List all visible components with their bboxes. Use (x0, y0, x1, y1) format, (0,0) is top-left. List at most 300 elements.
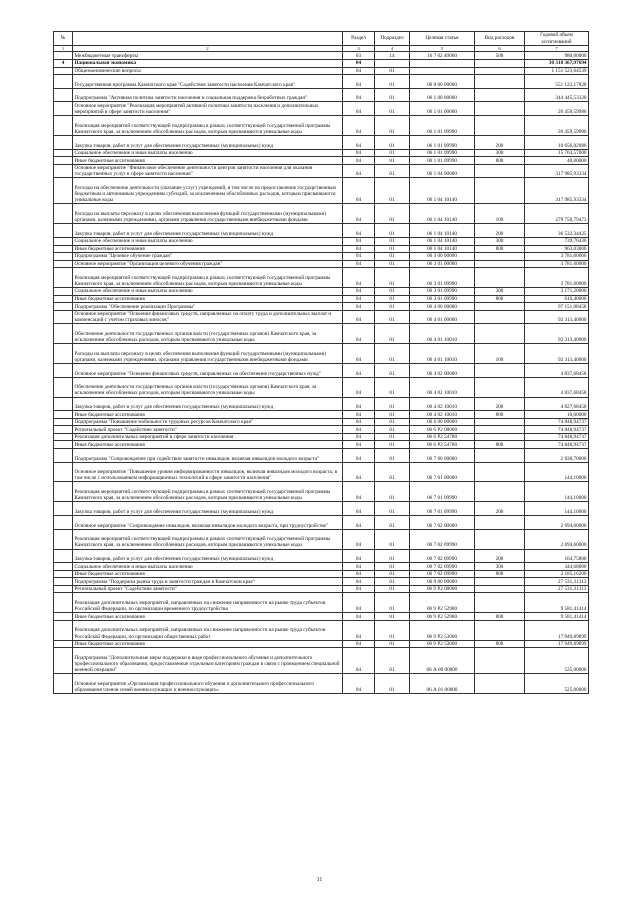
razdel-cell: 04 (343, 287, 375, 295)
amount-cell: 317 985,93334 (525, 164, 589, 178)
row-number-cell (54, 260, 73, 268)
item-name-cell: Закупка товаров, работ и услуг для обеспечения государственных (муниципальных) нужд (73, 135, 343, 149)
row-number-cell (54, 426, 73, 434)
razdel-cell: 04 (343, 59, 375, 67)
amount-cell: 525,00000 (525, 674, 589, 694)
item-name-cell: Закупка товаров, работ и услуг для обеспечения государственных (муниципальных) нужд (73, 502, 343, 516)
expense-type-cell (475, 67, 525, 75)
target-item-cell: 06 4 01 10010 (410, 344, 475, 364)
expense-type-cell (475, 178, 525, 204)
amount-cell: 980,00000 (525, 52, 589, 60)
item-name-cell: Основное мероприятие "Освоение финансовых средств, направленных на оплату труда и дополнительных выплат и компенсаций с учетом страховых взносов" (73, 310, 343, 324)
row-number-cell (54, 502, 73, 516)
podrazdel-cell: 01 (375, 237, 410, 245)
target-item-cell: 06 7 02 00000 (410, 516, 475, 530)
podrazdel-cell: 01 (375, 674, 410, 694)
header-annual-amount: Годовой объем ассигнований (525, 32, 589, 46)
row-number-cell (54, 52, 73, 60)
table-row (54, 620, 589, 640)
item-name-cell: Основное мероприятие "Организация целевого обучения граждан" (73, 260, 343, 268)
podrazdel-cell: 01 (375, 377, 410, 397)
podrazdel-cell: 01 (375, 570, 410, 578)
expense-type-cell: 800 (475, 570, 525, 578)
item-name-cell: Закупка товаров, работ и услуг для обеспечения государственных (муниципальных) нужд (73, 224, 343, 238)
razdel-cell: 04 (343, 593, 375, 613)
table-row (54, 295, 589, 303)
expense-type-cell (475, 585, 525, 593)
podrazdel-cell: 01 (375, 164, 410, 178)
podrazdel-cell: 01 (375, 178, 410, 204)
table-row (54, 268, 589, 288)
target-item-cell: 06 3 00 00000 (410, 253, 475, 261)
amount-cell: 164,75800 (525, 549, 589, 563)
row-number-cell (54, 135, 73, 149)
podrazdel-cell: 01 (375, 149, 410, 157)
row-number-cell (54, 310, 73, 324)
podrazdel-cell: 01 (375, 482, 410, 502)
row-number-cell (54, 674, 73, 694)
target-item-cell: 06 1 00 00000 (410, 88, 475, 102)
amount-cell: 551 122,17828 (525, 75, 589, 89)
table-row (54, 59, 589, 67)
expense-type-cell: 200 (475, 502, 525, 516)
target-item-cell: 06 1 04 10140 (410, 224, 475, 238)
expense-type-cell (475, 593, 525, 613)
razdel-cell: 04 (343, 411, 375, 419)
item-name-cell: Подпрограмма "Дополнительные меры поддержки в виде профессионального обучения и дополнительного профессионального образования, предоставляемые отдельным категориям граждан в связи с проведением специальной военной операции" (73, 648, 343, 674)
item-name-cell: Иные бюджетные ассигнования (73, 441, 343, 449)
table-row (54, 178, 589, 204)
razdel-cell: 04 (343, 563, 375, 571)
razdel-cell: 04 (343, 516, 375, 530)
amount-cell: 3 781,60000 (525, 260, 589, 268)
table-row (54, 75, 589, 89)
amount-cell: 26 459,59986 (525, 116, 589, 136)
target-item-cell: 06 7 02 09990 (410, 529, 475, 549)
item-name-cell: Реализация дополнительных мероприятий, направленных на снижение напряженности на рынке труда субъектов Российской Федерации, по организации общественных работ (73, 620, 343, 640)
row-number-cell (54, 593, 73, 613)
expense-type-cell: 300 (475, 287, 525, 295)
table-row (54, 253, 589, 261)
item-name-cell: Основное мероприятие "Реализация мероприятий активной политики занятости населения и дополнительных мероприятий в сфере занятости населения" (73, 102, 343, 116)
razdel-cell: 04 (343, 102, 375, 116)
amount-cell: 74 848,94737 (525, 441, 589, 449)
header-target-item: Целевая статья (410, 32, 475, 46)
expense-type-cell: 800 (475, 157, 525, 165)
row-number-cell (54, 157, 73, 165)
expense-type-cell (475, 324, 525, 344)
razdel-cell: 04 (343, 295, 375, 303)
amount-cell: 30 318 367,97694 (525, 59, 589, 67)
target-item-cell: 06 4 01 00000 (410, 310, 475, 324)
razdel-cell: 04 (343, 648, 375, 674)
podrazdel-cell: 01 (375, 303, 410, 311)
item-name-cell: Национальная экономика (73, 59, 343, 67)
expense-type-cell (475, 648, 525, 674)
target-item-cell: 16 7 02 40060 (410, 52, 475, 60)
row-number-cell (54, 397, 73, 411)
table-body (54, 52, 589, 694)
razdel-cell: 04 (343, 245, 375, 253)
expense-type-cell: 800 (475, 245, 525, 253)
amount-cell: 2 185,16200 (525, 570, 589, 578)
razdel-cell: 04 (343, 397, 375, 411)
target-item-cell: 06 7 02 09990 (410, 563, 475, 571)
table-row (54, 433, 589, 441)
amount-cell: 963,03000 (525, 245, 589, 253)
amount-cell: 525,00000 (525, 648, 589, 674)
table-row (54, 287, 589, 295)
column-number: 6 (475, 46, 525, 52)
razdel-cell: 04 (343, 441, 375, 449)
row-number-cell (54, 418, 73, 426)
row-number-cell (54, 149, 73, 157)
amount-cell: 144,10000 (525, 502, 589, 516)
item-name-cell: Реализация мероприятий соответствующей подпрограммы в рамках соответствующей государственной программы Камчатского края, за исключением обособленных расходов, которым присваиваются уникальные коды (73, 268, 343, 288)
amount-cell: 15 763,57000 (525, 149, 589, 157)
item-name-cell: Подпрограмма "Повышение мобильности трудовых ресурсов Камчатского края" (73, 418, 343, 426)
expense-type-cell (475, 116, 525, 136)
column-number: 5 (410, 46, 475, 52)
podrazdel-cell: 01 (375, 426, 410, 434)
amount-cell: 40,00000 (525, 157, 589, 165)
column-number: 3 (343, 46, 375, 52)
row-number-cell (54, 287, 73, 295)
razdel-cell: 04 (343, 116, 375, 136)
expense-type-cell (475, 433, 525, 441)
razdel-cell: 04 (343, 426, 375, 434)
target-item-cell: 06 1 01 09990 (410, 135, 475, 149)
item-name-cell: Общеэкономические вопросы (73, 67, 343, 75)
podrazdel-cell: 14 (375, 52, 410, 60)
podrazdel-cell: 01 (375, 593, 410, 613)
podrazdel-cell: 01 (375, 549, 410, 563)
header-razdel: Раздел (343, 32, 375, 46)
amount-cell: 27 531,31313 (525, 578, 589, 586)
amount-cell: 4 827,68458 (525, 397, 589, 411)
row-number-cell (54, 364, 73, 378)
item-name-cell: Реализация мероприятий соответствующей подпрограммы в рамках соответствующей государственной программы Камчатского края, за исключением обособленных расходов, которым присваиваются уникальные коды (73, 482, 343, 502)
table-row (54, 377, 589, 397)
table-row (54, 164, 589, 178)
podrazdel-cell: 01 (375, 75, 410, 89)
amount-cell: 9 581,41414 (525, 613, 589, 621)
target-item-cell: 06 1 04 10140 (410, 245, 475, 253)
target-item-cell: 06 1 04 10140 (410, 237, 475, 245)
target-item-cell: 06 0 00 00000 (410, 75, 475, 89)
podrazdel-cell: 01 (375, 411, 410, 419)
table-row (54, 237, 589, 245)
target-item-cell: 06 4 02 10010 (410, 377, 475, 397)
podrazdel-cell: 01 (375, 433, 410, 441)
item-name-cell: Основное мероприятие "Финансовое обеспечение деятельности центров занятости населения для оказания государственных услуг в сфере занятости населения" (73, 164, 343, 178)
razdel-cell: 04 (343, 268, 375, 288)
amount-cell: 4 837,68458 (525, 377, 589, 397)
podrazdel-cell: 01 (375, 516, 410, 530)
amount-cell: 92 313,40000 (525, 344, 589, 364)
expense-type-cell (475, 377, 525, 397)
table-row (54, 224, 589, 238)
podrazdel-cell (375, 59, 410, 67)
item-name-cell: Социальное обеспечение и иные выплаты населению (73, 563, 343, 571)
row-number-cell (54, 462, 73, 482)
razdel-cell: 04 (343, 310, 375, 324)
podrazdel-cell: 01 (375, 287, 410, 295)
item-name-cell: Обеспечение деятельности государственных органов власти (государственных органов) Камчатского края, за исключением обособленных расходов, которым присваиваются уникальные коды (73, 377, 343, 397)
amount-cell: 2 694,60000 (525, 516, 589, 530)
item-name-cell: Реализация дополнительных мероприятий в сфере занятости населения (73, 433, 343, 441)
row-number-cell (54, 482, 73, 502)
razdel-cell: 04 (343, 570, 375, 578)
podrazdel-cell: 01 (375, 462, 410, 482)
row-number-cell (54, 441, 73, 449)
podrazdel-cell: 01 (375, 648, 410, 674)
table-row (54, 204, 589, 224)
row-number-cell (54, 324, 73, 344)
podrazdel-cell: 01 (375, 88, 410, 102)
column-number: 7 (525, 46, 589, 52)
row-number-cell (54, 585, 73, 593)
amount-cell: 74 848,94737 (525, 418, 589, 426)
table-row (54, 585, 589, 593)
expense-type-cell (475, 529, 525, 549)
row-number-cell (54, 377, 73, 397)
amount-cell: 10,00000 (525, 411, 589, 419)
razdel-cell: 04 (343, 88, 375, 102)
table-row (54, 303, 589, 311)
row-number-cell (54, 245, 73, 253)
item-name-cell: Иные бюджетные ассигнования (73, 245, 343, 253)
item-name-cell: Межбюджетные трансферты (73, 52, 343, 60)
target-item-cell: 06 4 02 10010 (410, 411, 475, 419)
razdel-cell: 04 (343, 529, 375, 549)
target-item-cell: 06 9 P2 52980 (410, 613, 475, 621)
table-row (54, 570, 589, 578)
column-number: 1 (54, 46, 73, 52)
row-number-cell (54, 570, 73, 578)
amount-cell: 144,10000 (525, 482, 589, 502)
razdel-cell: 04 (343, 482, 375, 502)
expense-type-cell (475, 448, 525, 462)
expense-type-cell (475, 578, 525, 586)
table-row (54, 52, 589, 60)
amount-cell: 36 532,34425 (525, 224, 589, 238)
table-row (54, 364, 589, 378)
razdel-cell: 04 (343, 344, 375, 364)
podrazdel-cell: 01 (375, 441, 410, 449)
item-name-cell: Реализация мероприятий соответствующей подпрограммы в рамках соответствующей государственной программы Камчатского края, за исключением обособленных расходов, которым присваиваются уникальные коды (73, 529, 343, 549)
target-item-cell: 06 3 01 00000 (410, 260, 475, 268)
row-number-cell (54, 563, 73, 571)
razdel-cell: 04 (343, 674, 375, 694)
page-number: 11 (316, 877, 323, 883)
row-number-cell (54, 237, 73, 245)
row-number-cell (54, 204, 73, 224)
target-item-cell: 06 9 00 00000 (410, 578, 475, 586)
podrazdel-cell: 01 (375, 295, 410, 303)
item-name-cell: Подпрограмма "Обеспечение реализации Программы" (73, 303, 343, 311)
target-item-cell (410, 59, 475, 67)
row-number-cell (54, 67, 73, 75)
target-item-cell: 06 9 P2 52980 (410, 593, 475, 613)
expense-type-cell (475, 620, 525, 640)
header-name (73, 32, 343, 46)
target-item-cell: 06 9 P2 53000 (410, 640, 475, 648)
podrazdel-cell: 01 (375, 397, 410, 411)
table-row (54, 102, 589, 116)
podrazdel-cell: 01 (375, 310, 410, 324)
amount-cell: 317 985,93334 (525, 178, 589, 204)
amount-cell: 74 848,94737 (525, 426, 589, 434)
expense-type-cell: 300 (475, 149, 525, 157)
table-row (54, 426, 589, 434)
item-name-cell: Социальное обеспечение и иные выплаты населению (73, 149, 343, 157)
item-name-cell: Расходы на обеспечение деятельности (оказание услуг) учреждений, в том числе на предоставление государственным бюджетным и автономным учреждениям субсидий, за исключением обособленных расходов, которым присваиваются уникальные коды (73, 178, 343, 204)
amount-cell: 4 837,68458 (525, 364, 589, 378)
razdel-cell: 04 (343, 75, 375, 89)
row-number-cell (54, 102, 73, 116)
amount-cell: 26 459,59986 (525, 102, 589, 116)
column-number: 2 (73, 46, 343, 52)
target-item-cell: 06 4 00 00000 (410, 303, 475, 311)
item-name-cell: Иные бюджетные ассигнования (73, 640, 343, 648)
podrazdel-cell: 01 (375, 157, 410, 165)
column-number: 4 (375, 46, 410, 52)
item-name-cell: Расходы на выплаты персоналу в целях обеспечения выполнения функций государственными (муниципальными) органами, казенными учреждениями, органами управления государственными внебюджетными фондами (73, 204, 343, 224)
amount-cell: 17 949,89899 (525, 620, 589, 640)
amount-cell: 3 171,20000 (525, 287, 589, 295)
amount-cell: 2 838,70000 (525, 448, 589, 462)
table-row (54, 563, 589, 571)
podrazdel-cell: 01 (375, 102, 410, 116)
header-podrazdel: Подраздел (375, 32, 410, 46)
target-item-cell: 06 7 02 09990 (410, 549, 475, 563)
row-number-cell (54, 411, 73, 419)
table-row (54, 613, 589, 621)
item-name-cell: Основное мероприятие "Освоение финансовых средств, направленных на обеспечение государственных нужд" (73, 364, 343, 378)
amount-cell: 344 445,53320 (525, 88, 589, 102)
target-item-cell: 06 1 01 09990 (410, 116, 475, 136)
item-name-cell: Иные бюджетные ассигнования (73, 613, 343, 621)
row-number-cell (54, 268, 73, 288)
expense-type-cell: 800 (475, 640, 525, 648)
target-item-cell: 06 1 04 10140 (410, 204, 475, 224)
podrazdel-cell: 01 (375, 204, 410, 224)
amount-cell: 92 313,40000 (525, 324, 589, 344)
expense-type-cell (475, 59, 525, 67)
razdel-cell: 04 (343, 303, 375, 311)
podrazdel-cell: 01 (375, 268, 410, 288)
razdel-cell: 04 (343, 448, 375, 462)
row-number-cell (54, 75, 73, 89)
target-item-cell: 06 9 P2 00000 (410, 585, 475, 593)
table-header (54, 32, 589, 52)
item-name-cell: Региональный проект "Содействие занятости" (73, 426, 343, 434)
item-name-cell: Иные бюджетные ассигнования (73, 295, 343, 303)
table-row (54, 260, 589, 268)
razdel-cell: 04 (343, 502, 375, 516)
razdel-cell: 04 (343, 157, 375, 165)
item-name-cell: Расходы на выплаты персоналу в целях обеспечения выполнения функций государственными (муниципальными) органами, казенными учреждениями, органами управления государственными внебюджетными фондами (73, 344, 343, 364)
item-name-cell: Подпрограмма "Активная политика занятости населения и социальная поддержка безработных граждан" (73, 88, 343, 102)
expense-type-cell (475, 364, 525, 378)
target-item-cell: 06 9 P2 53000 (410, 620, 475, 640)
razdel-cell: 04 (343, 224, 375, 238)
amount-cell: 10 656,02986 (525, 135, 589, 149)
table-row (54, 516, 589, 530)
expense-type-cell (475, 102, 525, 116)
item-name-cell: Подпрограмма "Поддержка рынка труда и занятости граждан в Камчатском крае" (73, 578, 343, 586)
expense-type-cell (475, 88, 525, 102)
podrazdel-cell: 01 (375, 448, 410, 462)
table-row (54, 448, 589, 462)
table-row (54, 411, 589, 419)
target-item-cell: 06 7 01 00000 (410, 462, 475, 482)
razdel-cell: 04 (343, 135, 375, 149)
item-name-cell: Подпрограмма "Целевое обучение граждан" (73, 253, 343, 261)
expense-type-cell (475, 462, 525, 482)
target-item-cell: 06 7 01 09990 (410, 482, 475, 502)
expense-type-cell (475, 268, 525, 288)
target-item-cell: 06 А 00 00000 (410, 648, 475, 674)
item-name-cell: Закупка товаров, работ и услуг для обеспечения государственных (муниципальных) нужд (73, 397, 343, 411)
target-item-cell: 06 3 01 09990 (410, 287, 475, 295)
razdel-cell: 04 (343, 364, 375, 378)
target-item-cell (410, 67, 475, 75)
row-number-cell (54, 448, 73, 462)
item-name-cell: Иные бюджетные ассигнования (73, 570, 343, 578)
amount-cell: 279 750,79473 (525, 204, 589, 224)
amount-cell: 74 848,94737 (525, 433, 589, 441)
amount-cell: 144,10000 (525, 462, 589, 482)
row-number-cell (54, 640, 73, 648)
razdel-cell: 04 (343, 178, 375, 204)
header-expense-type: Вид расходов (475, 32, 525, 46)
table-row (54, 502, 589, 516)
expense-type-cell: 200 (475, 549, 525, 563)
razdel-cell: 04 (343, 640, 375, 648)
target-item-cell: 06 7 00 00000 (410, 448, 475, 462)
amount-cell: 17 949,89899 (525, 640, 589, 648)
item-name-cell: Социальное обеспечение и иные выплаты населению (73, 287, 343, 295)
target-item-cell: 06 1 04 00000 (410, 164, 475, 178)
row-number-cell (54, 529, 73, 549)
row-number-cell (54, 178, 73, 204)
table-row (54, 397, 589, 411)
row-number-cell: 4 (54, 59, 73, 67)
table-row (54, 674, 589, 694)
target-item-cell: 06 1 01 09990 (410, 157, 475, 165)
table-row (54, 157, 589, 165)
table-row (54, 418, 589, 426)
table-row (54, 482, 589, 502)
expense-type-cell (475, 310, 525, 324)
expense-type-cell: 300 (475, 237, 525, 245)
amount-cell: 3 781,60000 (525, 268, 589, 288)
amount-cell: 344,68000 (525, 563, 589, 571)
row-number-cell (54, 613, 73, 621)
target-item-cell: 06 4 01 10010 (410, 324, 475, 344)
razdel-cell: 04 (343, 204, 375, 224)
expense-type-cell (475, 260, 525, 268)
expense-type-cell: 800 (475, 295, 525, 303)
target-item-cell: 06 3 01 09990 (410, 295, 475, 303)
podrazdel-cell: 01 (375, 324, 410, 344)
expense-type-cell: 800 (475, 441, 525, 449)
target-item-cell: 06 7 01 09990 (410, 502, 475, 516)
razdel-cell: 04 (343, 237, 375, 245)
podrazdel-cell: 01 (375, 529, 410, 549)
